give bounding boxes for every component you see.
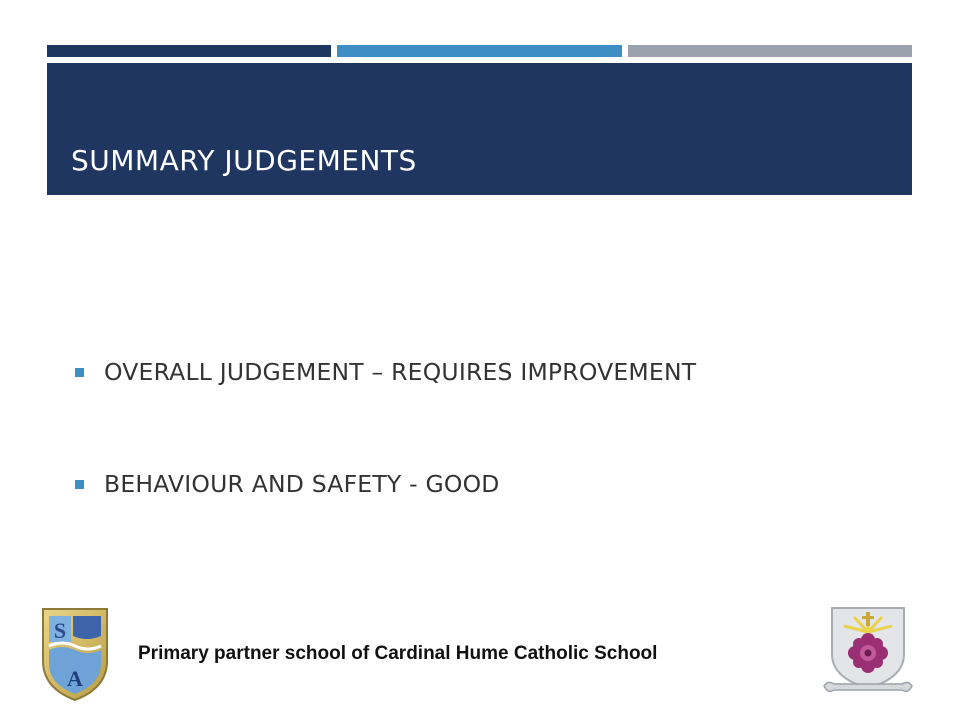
cardinal-hume-crest-icon: [820, 602, 916, 698]
crest-letter-a: A: [67, 666, 83, 691]
title-band: [47, 63, 912, 195]
bullet-marker-icon: [75, 368, 84, 377]
bullet-marker-icon: [75, 480, 84, 489]
bullet-list: [75, 352, 895, 576]
bullet-item: [75, 464, 895, 504]
bullet-text: OVERALL JUDGEMENT – REQUIRES IMPROVEMENT: [104, 358, 697, 386]
school-crest-icon: [40, 606, 110, 702]
accent-bar-dark: [47, 45, 331, 57]
accent-bar-blue: [337, 45, 621, 57]
top-accent-bars: [47, 45, 912, 57]
accent-bar-grey: [628, 45, 912, 57]
slide-title: SUMMARY JUDGEMENTS: [71, 144, 417, 177]
bullet-item: [75, 352, 895, 392]
crest-letter-s: S: [53, 618, 67, 643]
footer-text: Primary partner school of Cardinal Hume Catholic School: [138, 643, 658, 664]
bullet-text: BEHAVIOUR AND SAFETY - GOOD: [104, 470, 500, 498]
